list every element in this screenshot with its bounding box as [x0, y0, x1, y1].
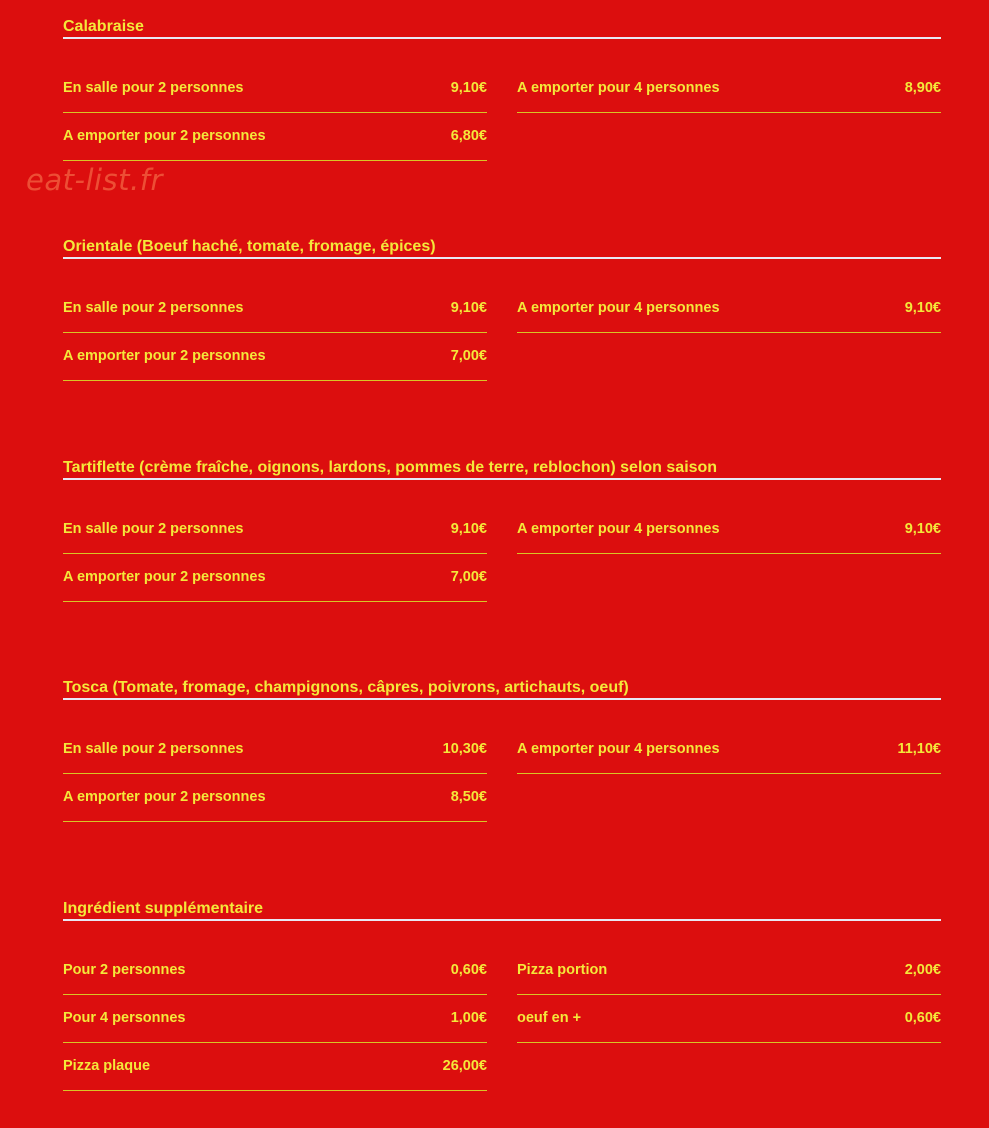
- menu-item: [517, 726, 941, 774]
- item-label: En salle pour 2 personnes: [63, 520, 244, 537]
- item-price: 11,10€: [897, 740, 941, 757]
- item-price: 10,30€: [442, 740, 487, 757]
- item-label: oeuf en +: [517, 1009, 582, 1026]
- item-price: 9,10€: [450, 299, 487, 316]
- item-label: A emporter pour 4 personnes: [517, 520, 720, 537]
- left-column: [63, 726, 487, 822]
- item-label: Pour 2 personnes: [63, 961, 186, 978]
- item-label: En salle pour 2 personnes: [63, 740, 244, 757]
- item-label: Pour 4 personnes: [63, 1009, 186, 1026]
- item-label: En salle pour 2 personnes: [63, 79, 244, 96]
- item-label: Pizza plaque: [63, 1057, 151, 1074]
- item-price: 6,80€: [450, 127, 487, 144]
- right-column: [517, 726, 941, 774]
- item-price: 8,50€: [450, 788, 487, 805]
- section-title: Calabraise: [63, 17, 941, 39]
- menu-section-calabraise: [63, 17, 941, 144]
- item-label: En salle pour 2 personnes: [63, 299, 244, 316]
- left-column: [63, 65, 487, 161]
- item-price: 9,10€: [450, 520, 487, 537]
- item-label: A emporter pour 2 personnes: [63, 788, 266, 805]
- item-label: A emporter pour 2 personnes: [63, 568, 266, 585]
- menu-item: [63, 726, 487, 774]
- item-price: 26,00€: [442, 1057, 487, 1074]
- menu-item: [63, 333, 487, 381]
- item-price: 0,60€: [904, 1009, 941, 1026]
- item-label: A emporter pour 4 personnes: [517, 740, 720, 757]
- item-price: 1,00€: [450, 1009, 487, 1026]
- menu-item: [63, 506, 487, 554]
- menu-item: [63, 554, 487, 602]
- menu-item: [63, 285, 487, 333]
- menu-item: [517, 995, 941, 1043]
- item-price: 0,60€: [450, 961, 487, 978]
- item-label: Pizza portion: [517, 961, 608, 978]
- left-column: [63, 506, 487, 602]
- menu-item: [63, 65, 487, 113]
- right-column: [517, 947, 941, 1043]
- item-price: 7,00€: [450, 347, 487, 364]
- menu-item: [517, 506, 941, 554]
- item-price: 7,00€: [450, 568, 487, 585]
- menu-item: [63, 113, 487, 161]
- section-title: Orientale (Boeuf haché, tomate, fromage, épices): [63, 237, 941, 259]
- right-column: [517, 65, 941, 113]
- right-column: [517, 285, 941, 333]
- menu-section-ingredient-supplementaire: [63, 899, 941, 1074]
- menu-section-tartiflette: [63, 458, 941, 585]
- item-price: 8,90€: [904, 79, 941, 96]
- item-price: 9,10€: [904, 520, 941, 537]
- item-price: 2,00€: [904, 961, 941, 978]
- section-title: Tartiflette (crème fraîche, oignons, lardons, pommes de terre, reblochon) selon saison: [63, 458, 941, 480]
- menu-item: [63, 1043, 487, 1091]
- menu-section-tosca: [63, 678, 941, 805]
- watermark: eat-list.fr: [26, 163, 163, 197]
- menu-section-orientale: [63, 237, 941, 364]
- menu-item: [63, 995, 487, 1043]
- item-label: A emporter pour 2 personnes: [63, 127, 266, 144]
- section-title: Tosca (Tomate, fromage, champignons, câpres, poivrons, artichauts, oeuf): [63, 678, 941, 700]
- item-price: 9,10€: [450, 79, 487, 96]
- right-column: [517, 506, 941, 554]
- section-title: Ingrédient supplémentaire: [63, 899, 941, 921]
- menu-item: [63, 774, 487, 822]
- item-label: A emporter pour 4 personnes: [517, 299, 720, 316]
- left-column: [63, 285, 487, 381]
- menu-item: [517, 65, 941, 113]
- item-label: A emporter pour 4 personnes: [517, 79, 720, 96]
- item-label: A emporter pour 2 personnes: [63, 347, 266, 364]
- item-price: 9,10€: [904, 299, 941, 316]
- menu-item: [63, 947, 487, 995]
- menu-item: [517, 285, 941, 333]
- menu-item: [517, 947, 941, 995]
- left-column: [63, 947, 487, 1091]
